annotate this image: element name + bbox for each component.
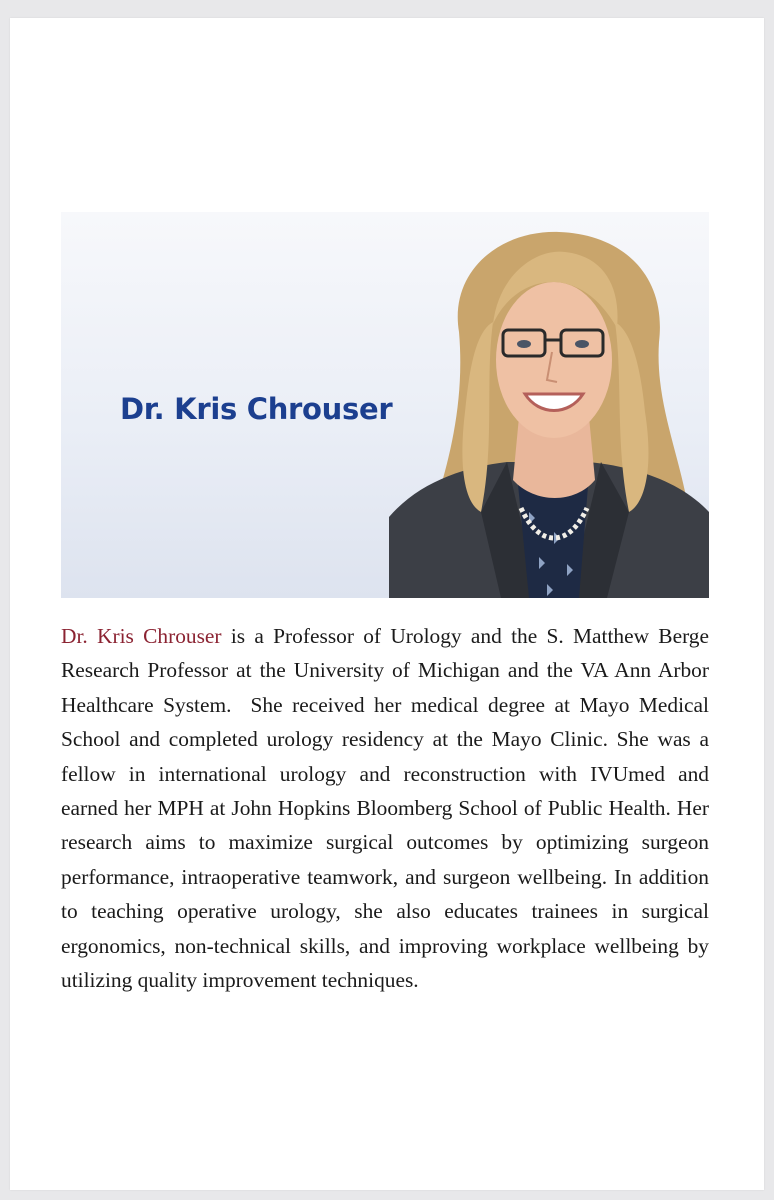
- bio-name-highlight: Dr. Kris Chrouser: [61, 624, 222, 648]
- bio-text: is a Professor of Urology and the S. Matthew Berge Research Professor at the University of Michigan and the VA Ann Arbor Healthcare System. She received her medical degree at Mayo Medical School and completed urology residency at the Mayo Clinic. She was a fellow in international urology and reconstruction with IVUmed and earned her MPH at John Hopkins Bloomberg School of Public Health. Her research aims to maximize surgical outcomes by optimizing surgeon performance, intraoperative teamwork, and surgeon wellbeing. In addition to teaching operative urology, she also educates trainees in surgical ergonomics, non-technical skills, and improving workplace wellbeing by utilizing quality improvement techniques.: [61, 624, 709, 993]
- profile-banner: [61, 212, 709, 598]
- banner-name-title: Dr. Kris Chrouser: [120, 392, 393, 426]
- bio-paragraph: [61, 619, 709, 997]
- document-page: [10, 18, 764, 1190]
- portrait-photo: [389, 212, 709, 598]
